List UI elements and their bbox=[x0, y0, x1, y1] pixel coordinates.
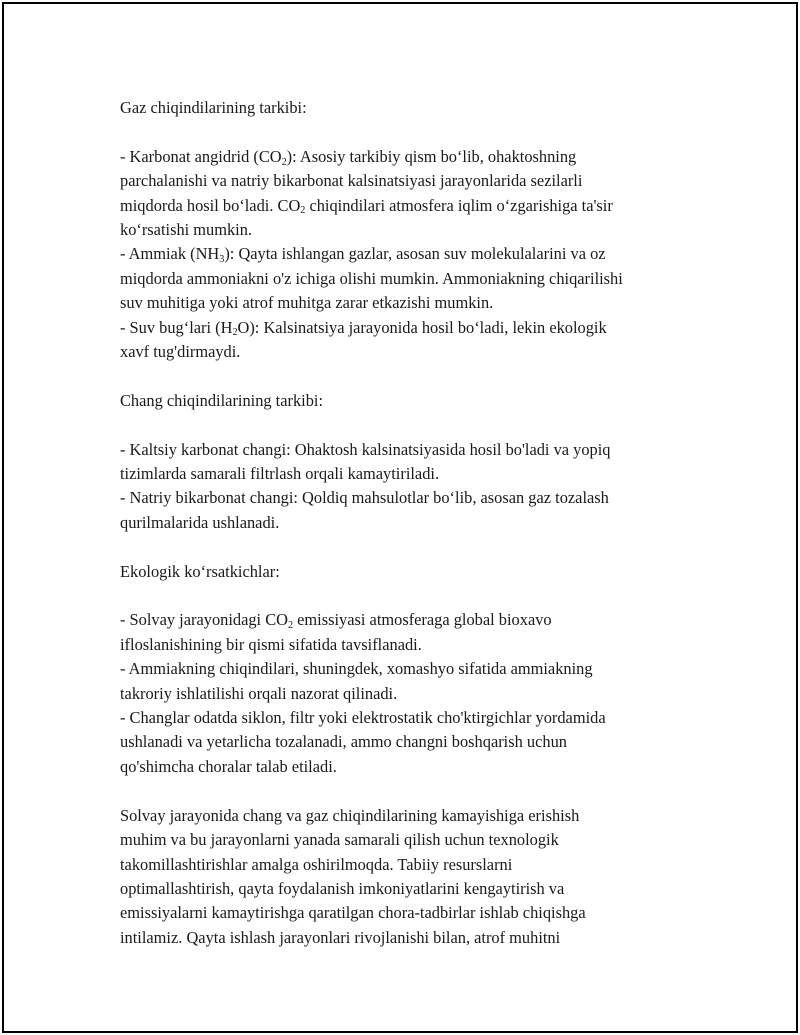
eco-item-dust bbox=[120, 706, 700, 779]
text-line: suv muhitiga yoki atrof muhitga zarar etkazishi mumkin. bbox=[120, 293, 494, 313]
text-line: - Kaltsiy karbonat changi: Ohaktosh kalsinatsiyasida hosil bo'ladi va yopiq bbox=[120, 439, 611, 459]
text-line bbox=[120, 242, 700, 266]
page-frame bbox=[2, 2, 798, 1033]
blank-line bbox=[120, 535, 700, 559]
text-line: intilamiz. Qayta ishlash jarayonlari rivojlanishi bilan, atrof muhitni bbox=[120, 927, 561, 947]
text-line: - Changlar odatda siklon, filtr yoki elektrostatik cho'ktirgichlar yordamida bbox=[120, 708, 606, 728]
gas-section-heading bbox=[120, 96, 700, 120]
text-line: optimallashtirish, qayta foydalanish imkoniyatlarini kengaytirish va bbox=[120, 878, 565, 898]
text-line: xavf tug'dirmaydi. bbox=[120, 342, 241, 362]
heading-text: Chang chiqindilarining tarkibi: bbox=[120, 390, 324, 410]
document-body bbox=[120, 96, 700, 950]
text-line: tizimlarda samarali filtrlash orqali kamaytiriladi. bbox=[120, 464, 440, 484]
text-line: takomillashtirishlar amalga oshirilmoqda. Tabiiy resurslarni bbox=[120, 854, 513, 874]
text-run: - Karbonat angidrid (CO bbox=[120, 146, 282, 166]
text-line: qo'shimcha choralar talab etiladi. bbox=[120, 756, 337, 776]
text-line: ushlanadi va yetarlicha tozalanadi, ammo changni boshqarish uchun bbox=[120, 732, 567, 752]
text-line: takroriy ishlatilishi orqali nazorat qilinadi. bbox=[120, 683, 398, 703]
nh3-paragraph bbox=[120, 242, 700, 315]
blank-line bbox=[120, 584, 700, 608]
heading-text: Ekologik ko‘rsatkichlar: bbox=[120, 561, 280, 581]
text-line bbox=[120, 145, 700, 169]
blank-line bbox=[120, 413, 700, 437]
text-line bbox=[120, 316, 700, 340]
text-line: - Ammiakning chiqindilari, shuningdek, xomashyo sifatida ammiakning bbox=[120, 659, 593, 679]
subscript: 2 bbox=[281, 156, 287, 168]
text-line: qurilmalarida ushlanadi. bbox=[120, 512, 280, 532]
nahco3-paragraph bbox=[120, 486, 700, 535]
text-line: - Natriy bikarbonat changi: Qoldiq mahsulotlar bo‘lib, asosan gaz tozalash bbox=[120, 488, 609, 508]
text-line: emissiyalarni kamaytirishga qaratilgan chora-tadbirlar ishlab chiqishga bbox=[120, 903, 586, 923]
text-line: ko‘rsatishi mumkin. bbox=[120, 220, 253, 240]
subscript: 3 bbox=[219, 254, 225, 266]
text-run: - Ammiak (NH bbox=[120, 244, 220, 264]
text-line bbox=[120, 608, 700, 632]
eco-item-ammonia bbox=[120, 657, 700, 706]
text-run: emissiyasi atmosferaga global bioxavo bbox=[293, 610, 552, 630]
text-run: ): Qayta ishlangan gazlar, asosan suv molekulalarini va oz bbox=[224, 244, 606, 264]
eco-section-heading bbox=[120, 560, 700, 584]
closing-paragraph bbox=[120, 804, 700, 950]
subscript: 2 bbox=[232, 327, 238, 339]
dust-section-heading bbox=[120, 389, 700, 413]
eco-item-co2 bbox=[120, 608, 700, 657]
text-run: miqdorda hosil bo‘ladi. CO bbox=[120, 195, 301, 215]
blank-line bbox=[120, 120, 700, 144]
heading-text: Gaz chiqindilarining tarkibi: bbox=[120, 98, 307, 117]
text-line: miqdorda ammoniakni o'z ichiga olishi mumkin. Ammoniakning chiqarilishi bbox=[120, 268, 623, 288]
text-run: O): Kalsinatsiya jarayonida hosil bo‘ladi, lekin ekologik bbox=[237, 317, 607, 337]
text-run: ): Asosiy tarkibiy qism bo‘lib, ohaktoshning bbox=[286, 146, 577, 166]
text-run: chiqindilari atmosfera iqlim o‘zgarishiga ta'sir bbox=[305, 195, 613, 215]
caco3-paragraph bbox=[120, 438, 700, 487]
co2-paragraph bbox=[120, 145, 700, 243]
blank-line bbox=[120, 364, 700, 388]
text-line: ifloslanishining bir qismi sifatida tavsiflanadi. bbox=[120, 634, 422, 654]
subscript: 2 bbox=[287, 620, 294, 632]
h2o-paragraph bbox=[120, 316, 700, 365]
text-run: - Solvay jarayonidagi CO bbox=[120, 610, 288, 630]
text-line: parchalanishi va natriy bikarbonat kalsinatsiyasi jarayonlarida sezilarli bbox=[120, 171, 583, 191]
text-line: muhim va bu jarayonlarni yanada samarali qilish uchun texnologik bbox=[120, 830, 559, 850]
subscript: 2 bbox=[300, 205, 306, 217]
blank-line bbox=[120, 779, 700, 803]
text-line: Solvay jarayonida chang va gaz chiqindilarining kamayishiga erishish bbox=[120, 805, 580, 825]
text-run: - Suv bug‘lari (H bbox=[120, 317, 233, 337]
text-line bbox=[120, 194, 700, 218]
